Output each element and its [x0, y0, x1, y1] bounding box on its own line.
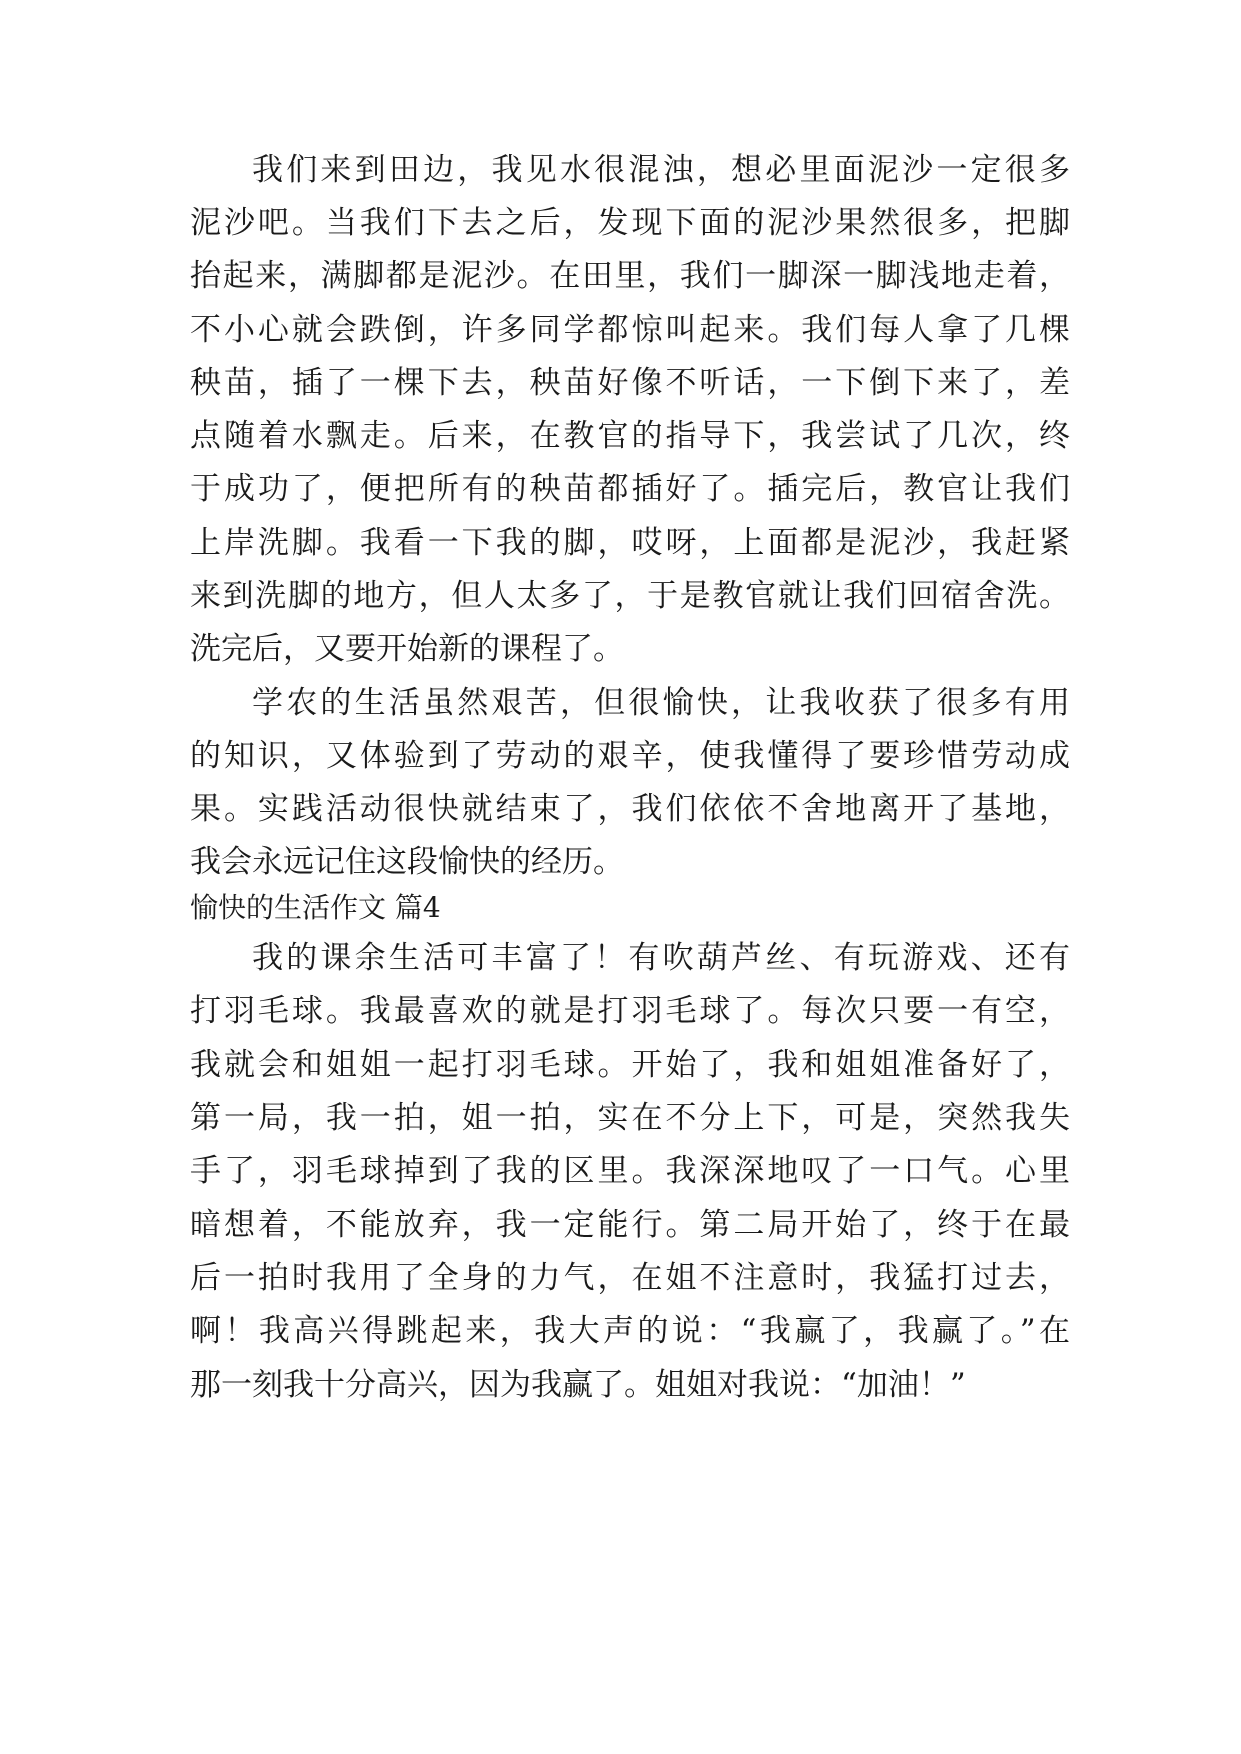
text-line: 的知识，又体验到了劳动的艰辛，使我懂得了要珍惜劳动成: [190, 738, 1070, 774]
text-line: 第一局，我一拍，姐一拍，实在不分上下，可是，突然我失: [190, 1100, 1070, 1136]
text-line: 我会永远记住这段愉快的经历。: [190, 844, 624, 880]
text-line: 我的课余生活可丰富了！有吹葫芦丝、有玩游戏、还有: [252, 940, 1070, 976]
text-line: 洗完后，又要开始新的课程了。: [190, 631, 624, 667]
text-line: 手了，羽毛球掉到了我的区里。我深深地叹了一口气。心里: [190, 1153, 1070, 1189]
text-line: 点随着水飘走。后来，在教官的指导下，我尝试了几次，终: [190, 418, 1070, 454]
text-line: 泥沙吧。当我们下去之后，发现下面的泥沙果然很多，把脚: [190, 205, 1070, 241]
text-line: 暗想着，不能放弃，我一定能行。第二局开始了，终于在最: [190, 1207, 1070, 1243]
text-line: 于成功了，便把所有的秧苗都插好了。插完后，教官让我们: [190, 471, 1070, 507]
text-line: 我就会和姐姐一起打羽毛球。开始了，我和姐姐准备好了，: [190, 1047, 1070, 1083]
text-line: 秧苗，插了一棵下去，秧苗好像不听话，一下倒下来了，差: [190, 365, 1070, 401]
text-line: 果。实践活动很快就结束了，我们依依不舍地离开了基地，: [190, 791, 1070, 827]
section-heading: 愉快的生活作文 篇4: [190, 891, 441, 924]
text-line: 我们来到田边，我见水很混浊，想必里面泥沙一定很多: [252, 152, 1070, 188]
text-line: 后一拍时我用了全身的力气，在姐不注意时，我猛打过去，: [190, 1260, 1070, 1296]
text-line: 啊！我高兴得跳起来，我大声的说：“我赢了，我赢了。”在: [190, 1313, 1070, 1349]
text-line: 学农的生活虽然艰苦，但很愉快，让我收获了很多有用: [252, 685, 1070, 721]
text-line: 上岸洗脚。我看一下我的脚，哎呀，上面都是泥沙，我赶紧: [190, 525, 1070, 561]
text-line: 来到洗脚的地方，但人太多了，于是教官就让我们回宿舍洗。: [190, 578, 1070, 614]
text-line: 那一刻我十分高兴，因为我赢了。姐姐对我说：“加油！”: [190, 1367, 966, 1403]
text-line: 不小心就会跌倒，许多同学都惊叫起来。我们每人拿了几棵: [190, 312, 1070, 348]
text-line: 打羽毛球。我最喜欢的就是打羽毛球了。每次只要一有空，: [190, 993, 1070, 1029]
text-line: 抬起来，满脚都是泥沙。在田里，我们一脚深一脚浅地走着，: [190, 258, 1070, 294]
